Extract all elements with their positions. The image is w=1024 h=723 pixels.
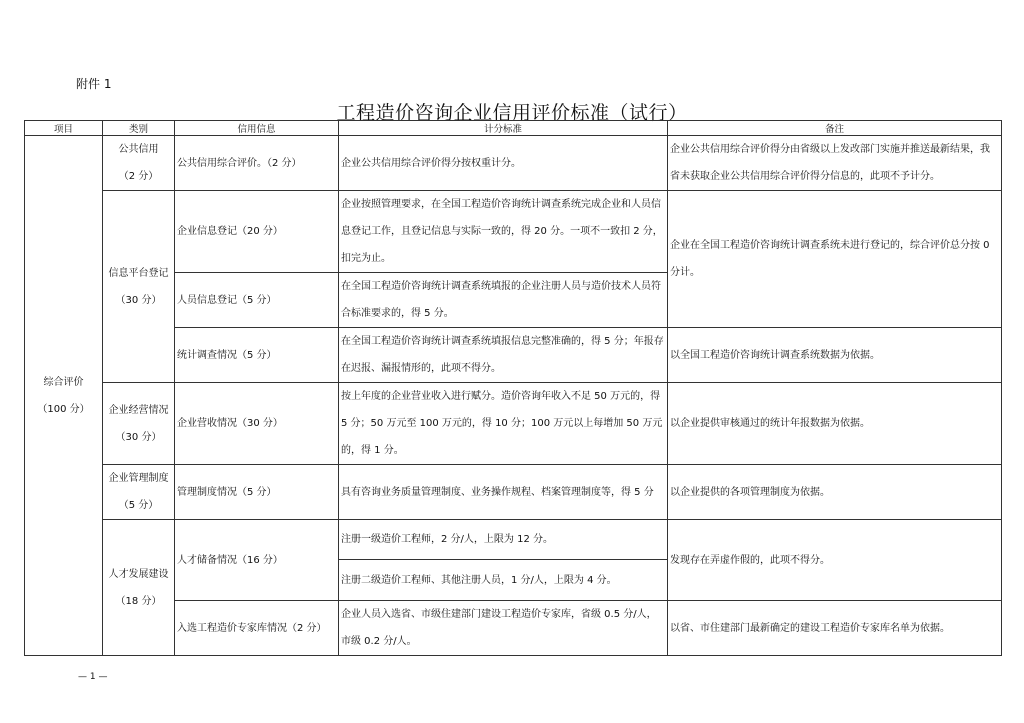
credit-info-cell: 管理制度情况（5 分） xyxy=(175,465,339,520)
table-row xyxy=(25,520,1002,560)
category-name: 公共信用 xyxy=(118,144,159,155)
category-public-cell xyxy=(103,136,175,191)
credit-info-cell: 统计调查情况（5 分） xyxy=(175,328,339,383)
scoring-standard-cell: 按上年度的企业营业收入进行赋分。造价咨询年收入不足 50 万元的，得 5 分；50 万元至 100 万元的，得 10 分；100 万元以上每增加 50 万元的，得 1 分。 xyxy=(339,383,668,465)
scoring-standard-cell: 具有咨询业务质量管理制度、业务操作规程、档案管理制度等，得 5 分 xyxy=(339,465,668,520)
credit-info-cell: 企业信息登记（20 分） xyxy=(175,191,339,273)
category-score: （30 分） xyxy=(115,431,162,443)
table-row xyxy=(25,191,1002,273)
scoring-standard-cell: 注册一级造价工程师，2 分/人，上限为 12 分。 xyxy=(339,520,668,560)
category-score: （18 分） xyxy=(115,595,162,607)
credit-info-cell: 人员信息登记（5 分） xyxy=(175,273,339,328)
remarks-cell: 以企业提供审核通过的统计年报数据为依据。 xyxy=(668,383,1002,465)
table-row xyxy=(25,383,1002,465)
remarks-cell: 发现存在弄虚作假的，此项不得分。 xyxy=(668,520,1002,601)
credit-info-cell: 人才储备情况（16 分） xyxy=(175,520,339,601)
page-number: — 1 — xyxy=(78,672,108,682)
project-score: （100 分） xyxy=(37,403,90,415)
category-name: 人才发展建设 xyxy=(108,568,169,580)
header-credit-info: 信用信息 xyxy=(175,121,339,136)
scoring-standard-cell: 在全国工程造价咨询统计调查系统填报信息完整准确的，得 5 分；年报存在迟报、漏报情形的，此项不得分。 xyxy=(339,328,668,383)
scoring-standard-cell: 企业按照管理要求，在全国工程造价咨询统计调查系统完成企业和人员信息登记工作，且登记信息与实际一致的，得 20 分。一项不一致扣 2 分，扣完为止。 xyxy=(339,191,668,273)
document-title: 工程造价咨询企业信用评价标准（试行） xyxy=(336,102,688,124)
category-score: （5 分） xyxy=(118,500,159,511)
scoring-standard-cell: 企业公共信用综合评价得分按权重计分。 xyxy=(339,136,668,191)
category-management-cell xyxy=(103,465,175,520)
remarks-cell: 企业公共信用综合评价得分由省级以上发改部门实施并推送最新结果，我省未获取企业公共信用综合评价得分信息的，此项不予计分。 xyxy=(668,136,1002,191)
remarks-cell: 以企业提供的各项管理制度为依据。 xyxy=(668,465,1002,520)
project-cell xyxy=(25,136,103,656)
table-row xyxy=(25,136,1002,191)
header-project: 项目 xyxy=(25,121,103,136)
attachment-label: 附件 1 xyxy=(76,77,112,91)
category-business-cell xyxy=(103,383,175,465)
scoring-standard-cell: 企业人员入选省、市级住建部门建设工程造价专家库，省级 0.5 分/人，市级 0.2 分/人。 xyxy=(339,601,668,656)
header-remarks: 备注 xyxy=(668,121,1002,136)
category-score: （30 分） xyxy=(115,294,162,306)
category-talent-cell xyxy=(103,520,175,656)
credit-info-cell: 入选工程造价专家库情况（2 分） xyxy=(175,601,339,656)
project-name: 综合评价 xyxy=(43,376,84,388)
table-row xyxy=(25,465,1002,520)
header-scoring-standard: 计分标准 xyxy=(339,121,668,136)
credit-info-cell: 企业营收情况（30 分） xyxy=(175,383,339,465)
remarks-cell: 以省、市住建部门最新确定的建设工程造价专家库名单为依据。 xyxy=(668,601,1002,656)
scoring-standard-cell: 在全国工程造价咨询统计调查系统填报的企业注册人员与造价技术人员符合标准要求的，得 5 分。 xyxy=(339,273,668,328)
category-name: 企业管理制度 xyxy=(108,473,169,484)
category-name: 企业经营情况 xyxy=(108,404,169,416)
remarks-cell: 以全国工程造价咨询统计调查系统数据为依据。 xyxy=(668,328,1002,383)
scoring-standard-cell: 注册二级造价工程师、其他注册人员，1 分/人，上限为 4 分。 xyxy=(339,560,668,601)
category-name: 信息平台登记 xyxy=(108,267,169,279)
credit-info-cell: 公共信用综合评价。（2 分） xyxy=(175,136,339,191)
category-score: （2 分） xyxy=(118,171,159,182)
category-platform-cell xyxy=(103,191,175,383)
credit-evaluation-table xyxy=(24,120,1002,656)
table-header-row xyxy=(25,121,1002,136)
header-category: 类别 xyxy=(103,121,175,136)
remarks-cell: 企业在全国工程造价咨询统计调查系统未进行登记的，综合评价总分按 0 分计。 xyxy=(668,191,1002,328)
